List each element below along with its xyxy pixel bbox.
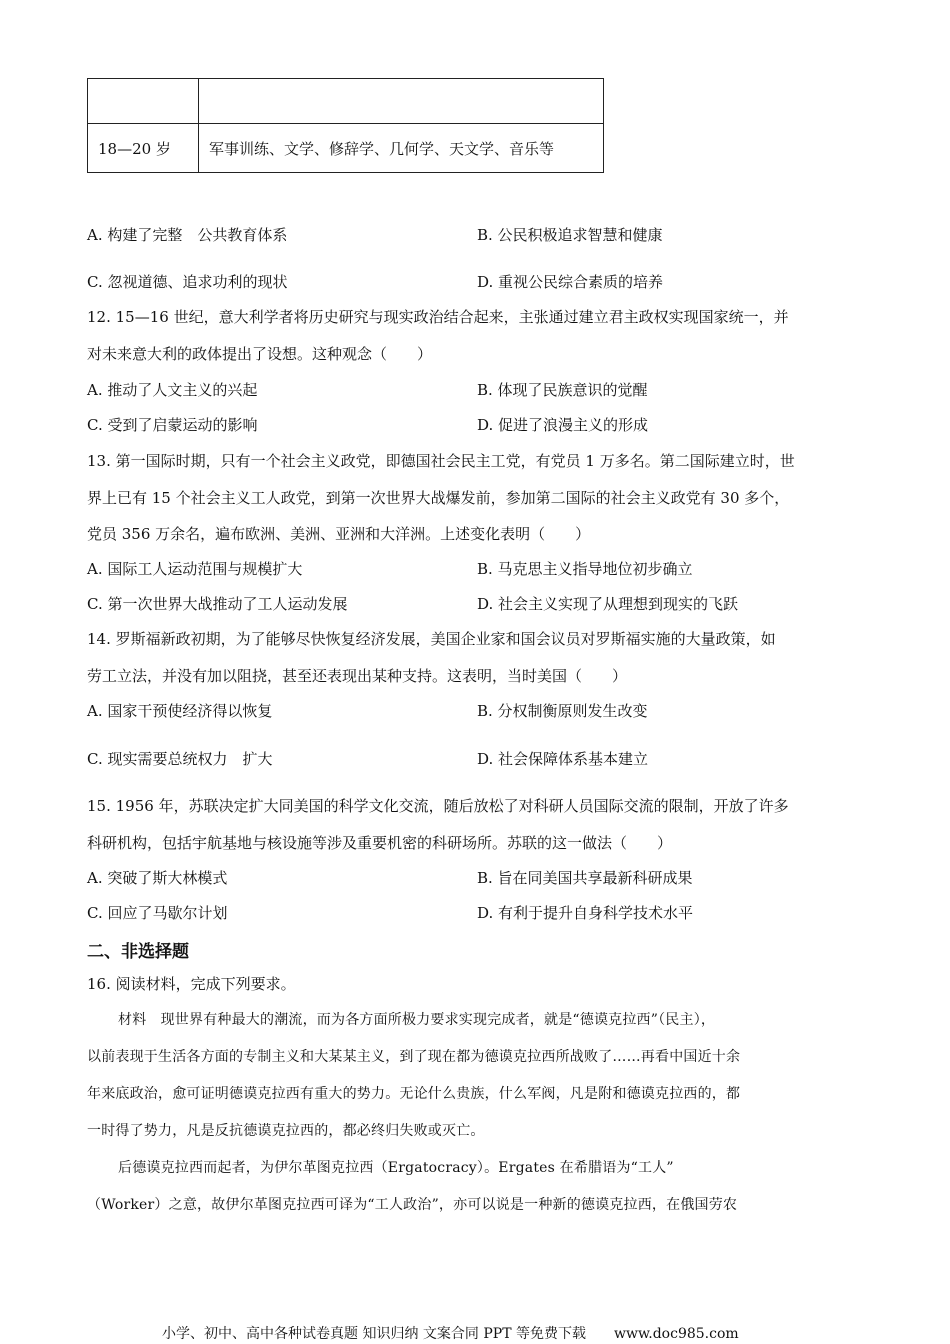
- q16-material-line: （Worker）之意，故伊尔革图克拉西可译为“工人政治”，亦可以说是一种新的德谟克拉西，在俄国劳农: [87, 1197, 738, 1213]
- q15-option-d[interactable]: D. 有利于提升自身科学技术水平: [477, 904, 694, 922]
- q16-material-line: 年来底政治，愈可证明德谟克拉西有重大的势力。无论什么贵族，什么军阀，凡是附和德谟克拉西的，都: [87, 1086, 741, 1102]
- table-cell-age: [88, 79, 199, 124]
- q15-option-a[interactable]: A. 突破了斯大林模式: [87, 869, 228, 887]
- q12-option-a[interactable]: A. 推动了人文主义的兴起: [87, 381, 258, 399]
- q13-option-d[interactable]: D. 社会主义实现了从理想到现实的飞跃: [477, 595, 739, 613]
- q15-option-c[interactable]: C. 回应了马歇尔计划: [87, 904, 228, 922]
- page-footer: 小学、初中、高中各种试卷真题 知识归纳 文案合同 PPT 等免费下载 www.doc985.com: [162, 1326, 739, 1342]
- q15-stem-line: 15. 1956 年，苏联决定扩大同美国的科学文化交流，随后放松了对科研人员国际交流的限制，开放了许多: [87, 797, 789, 815]
- q16-stem: 16. 阅读材料，完成下列要求。: [87, 975, 296, 993]
- q14-stem-line: 14. 罗斯福新政初期，为了能够尽快恢复经济发展，美国企业家和国会议员对罗斯福实施的大量政策，如: [87, 630, 776, 648]
- q12-stem-line: 对未来意大利的政体提出了设想。这种观念（ ）: [87, 345, 433, 363]
- curriculum-table: [87, 78, 604, 173]
- q13-stem-line: 13. 第一国际时期，只有一个社会主义政党，即德国社会民主工党，有党员 1 万多名。第二国际建立时，世: [87, 452, 795, 470]
- q12-option-d[interactable]: D. 促进了浪漫主义的形成: [477, 416, 649, 434]
- q15-stem-line: 科研机构，包括宇航基地与核设施等涉及重要机密的科研场所。苏联的这一做法（ ）: [87, 834, 673, 852]
- q15-option-b[interactable]: B. 旨在同美国共享最新科研成果: [477, 869, 693, 887]
- q13-option-b[interactable]: B. 马克思主义指导地位初步确立: [477, 560, 693, 578]
- table-cell-subjects: 军事训练、文学、修辞学、几何学、天文学、音乐等: [199, 124, 604, 173]
- q16-material-line: 后德谟克拉西而起者，为伊尔革图克拉西（Ergatocracy）。Ergates 在希腊语为“工人”: [118, 1160, 674, 1176]
- q13-stem-line: 界上已有 15 个社会主义工人政党，到第一次世界大战爆发前，参加第二国际的社会主义政党有 30 多个，: [87, 489, 790, 507]
- q13-stem-line: 党员 356 万余名，遍布欧洲、美洲、亚洲和大洋洲。上述变化表明（ ）: [87, 525, 591, 543]
- table-cell-age: 18—20 岁: [88, 124, 199, 173]
- q12-stem-line: 12. 15—16 世纪，意大利学者将历史研究与现实政治结合起来，主张通过建立君主政权实现国家统一，并: [87, 308, 789, 326]
- q11-option-a[interactable]: A. 构建了完整 公共教育体系: [87, 226, 288, 244]
- q13-option-a[interactable]: A. 国际工人运动范围与规模扩大: [87, 560, 303, 578]
- q13-option-c[interactable]: C. 第一次世界大战推动了工人运动发展: [87, 595, 348, 613]
- q16-material-line: 一时得了势力，凡是反抗德谟克拉西的，都必终归失败或灭亡。: [87, 1123, 485, 1139]
- q14-stem-line: 劳工立法，并没有加以阻挠，甚至还表现出某种支持。这表明，当时美国（ ）: [87, 667, 628, 685]
- q11-option-b[interactable]: B. 公民积极追求智慧和健康: [477, 226, 663, 244]
- q14-option-b[interactable]: B. 分权制衡原则发生改变: [477, 702, 648, 720]
- q14-option-c[interactable]: C. 现实需要总统权力 扩大: [87, 750, 273, 768]
- q12-option-c[interactable]: C. 受到了启蒙运动的影响: [87, 416, 258, 434]
- q14-option-a[interactable]: A. 国家干预使经济得以恢复: [87, 702, 273, 720]
- section-heading: 二、非选择题: [87, 942, 189, 962]
- q16-material-line: 以前表现于生活各方面的专制主义和大某某主义，到了现在都为德谟克拉西所战败了……再看中国近十余: [87, 1049, 741, 1065]
- table-row: [88, 124, 604, 173]
- q11-option-c[interactable]: C. 忽视道德、追求功利的现状: [87, 273, 288, 291]
- q11-option-d[interactable]: D. 重视公民综合素质的培养: [477, 273, 664, 291]
- q16-material-line: 材料 现世界有种最大的潮流，而为各方面所极力要求实现完成者，就是“德谟克拉西”（民主），: [118, 1012, 716, 1028]
- table-cell-subjects: [199, 79, 604, 124]
- q12-option-b[interactable]: B. 体现了民族意识的觉醒: [477, 381, 648, 399]
- q14-option-d[interactable]: D. 社会保障体系基本建立: [477, 750, 649, 768]
- table-row: [88, 79, 604, 124]
